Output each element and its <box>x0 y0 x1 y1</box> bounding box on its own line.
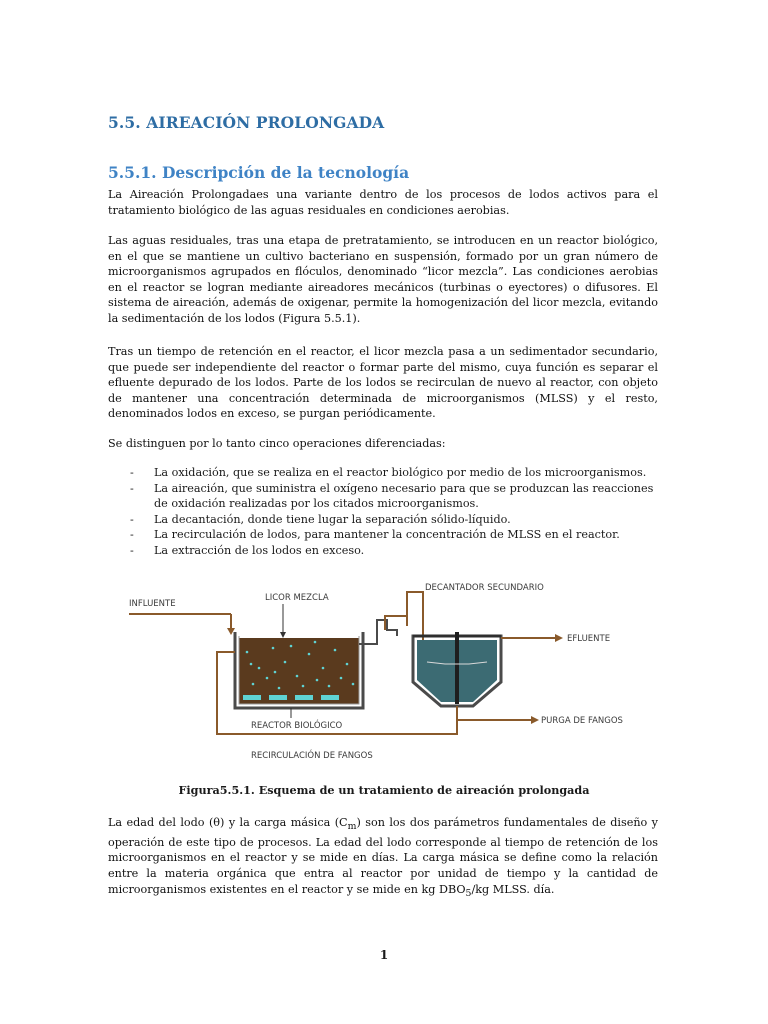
label-influente: INFLUENTE <box>129 599 176 609</box>
list-item <box>130 527 658 543</box>
process-diagram <box>127 572 627 772</box>
mixed-liquor-pipe <box>385 616 407 630</box>
reactor-sludge <box>239 638 359 704</box>
paragraph-text: Tras un tiempo de retención en el reactor, el licor mezcla pasa a un sedimentador secundario, que puede ser independiente del reactor o formar parte del mismo, cuya función es separar el efluente depurado de los lodos. Parte de los lodos se recirculan de nuevo al reactor, con objeto de mantener una concentración determinada de microorganismos (MLSS) y el resto, denominados lodos en exceso, se purgan periódicamente. <box>108 345 658 421</box>
figure-caption: Figura5.5.1. Esquema de un tratamiento de aireación prolongada <box>178 783 590 797</box>
overflow-box <box>359 620 397 644</box>
label-efluente: EFLUENTE <box>567 634 611 644</box>
list-item <box>130 481 658 512</box>
label-reactor: REACTOR BIOLÓGICO <box>251 721 343 731</box>
list-item-text: La recirculación de lodos, para mantener la concentración de MLSS en el reactor. <box>154 528 620 542</box>
label-licor-mezcla: LICOR MEZCLA <box>265 593 329 603</box>
list-item-text: La aireación, que suministra el oxígeno necesario para que se produzcan las reacciones de oxidación realizadas por los citados microorganismos. <box>154 481 654 511</box>
effluent-arrow-icon <box>555 634 563 642</box>
licor-arrow-icon <box>280 632 286 638</box>
paragraph-text: La Aireación Prolongadaes una variante dentro de los procesos de lodos activos para el tratamiento biológico de las aguas residuales en condiciones aerobias. <box>108 188 658 217</box>
bullet-dash: - <box>130 481 134 495</box>
section-title: 5.5. AIREACIÓN PROLONGADA <box>108 113 385 132</box>
list-item <box>130 465 658 481</box>
operations-list <box>130 465 658 559</box>
subscript-m: m <box>347 821 357 833</box>
bullet-dash: - <box>130 512 134 526</box>
list-item <box>130 512 658 528</box>
subsection-title: 5.5.1. Descripción de la tecnología <box>108 163 410 182</box>
bullet-dash: - <box>130 528 134 542</box>
paragraph-settler <box>108 344 658 422</box>
paragraph-text <box>108 815 658 901</box>
label-decantador: DECANTADOR SECUNDARIO <box>425 583 544 593</box>
purge-arrow-icon <box>531 716 539 724</box>
label-recirculacion: RECIRCULACIÓN DE FANGOS <box>251 751 373 761</box>
list-item-text: La extracción de los lodos en exceso. <box>154 543 365 557</box>
list-item <box>130 543 658 559</box>
list-item-text: La oxidación, que se realiza en el reactor biológico por medio de los microorganismos. <box>154 466 647 479</box>
subscript-5: 5 <box>465 887 472 899</box>
paragraph-intro <box>108 187 658 218</box>
paragraph-segment: /kg MLSS. día. <box>471 882 555 896</box>
paragraph-operations-intro <box>108 436 658 452</box>
paragraph-segment: ) son los dos parámetros fundamentales de diseño y operación de este tipo de procesos. La edad del lodo corresponde al tiempo de retención de los microorganismos en el reactor y se mide en días. La carga másica se define como la relación entre la materia orgánica que entra al reactor por unidad de tiempo y la cantidad de microorganismos existentes en el reactor y se mide en kg DBO <box>108 816 658 896</box>
bullet-dash: - <box>130 466 134 479</box>
paragraph-segment: La edad del lodo (θ) y la carga másica (C <box>108 816 348 829</box>
paragraph-text: Las aguas residuales, tras una etapa de pretratamiento, se introducen en un reactor biológico, en el que se mantiene un cultivo bacteriano en suspensión, formado por un gran número de microorganismos agrupados en flóculos, denominado “licor mezcla”. Las condiciones aerobias en el reactor se logran mediante aireadores mecánicos (turbinas o eyectores) o difusores. El sistema de aireación, además de oxigenar, permite la homogenización del licor mezcla, evitando la sedimentación de los lodos (Figura 5.5.1). <box>108 234 658 325</box>
label-purga: PURGA DE FANGOS <box>541 716 623 726</box>
list-item-text: La decantación, donde tiene lugar la separación sólido-líquido. <box>154 512 511 526</box>
paragraph-reactor <box>108 233 658 327</box>
bullet-dash: - <box>130 543 134 557</box>
paragraph-parameters <box>108 815 658 901</box>
page-number: 1 <box>379 948 389 962</box>
paragraph-text: Se distinguen por lo tanto cinco operaciones diferenciadas: <box>108 437 446 450</box>
